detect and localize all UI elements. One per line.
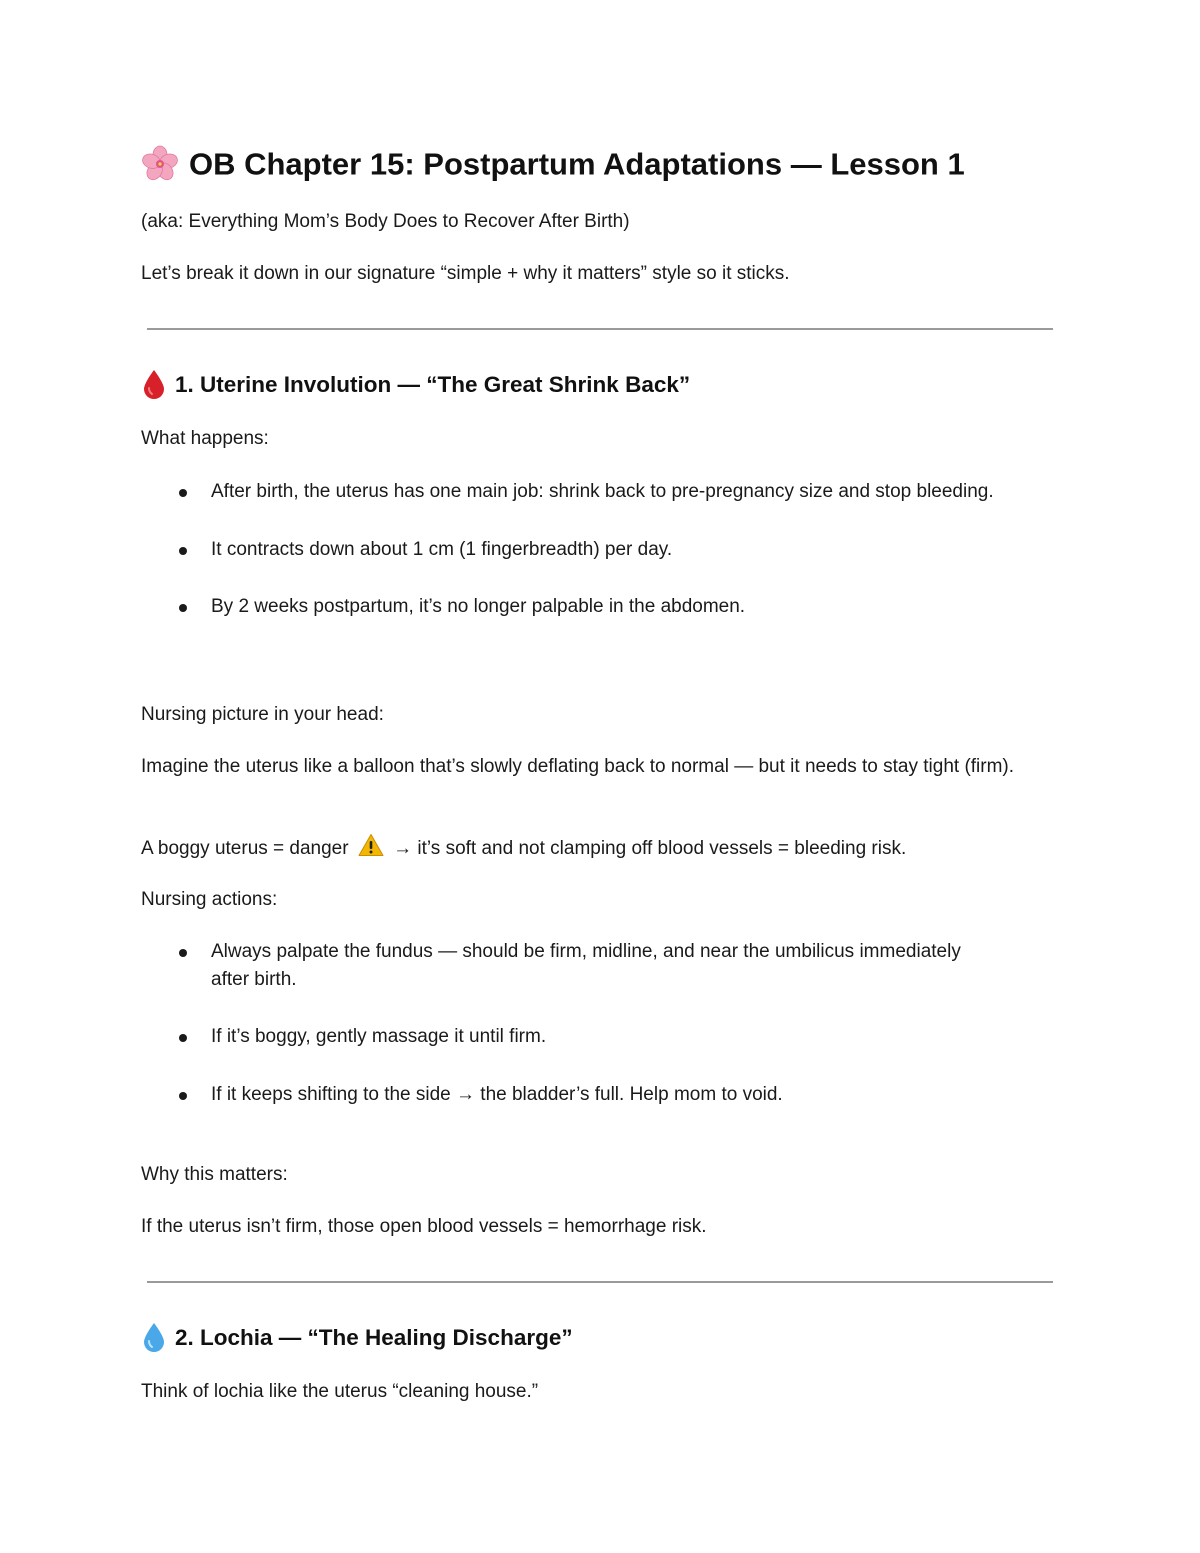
aka-line: (aka: Everything Mom’s Body Does to Recover After Birth) xyxy=(141,211,630,232)
boggy-text-before: A boggy uterus = danger xyxy=(141,838,349,859)
list-item xyxy=(141,478,1041,506)
what-happens-label: What happens: xyxy=(141,428,269,449)
actions-label: Nursing actions: xyxy=(141,889,278,910)
list-item-text: It contracts down about 1 cm (1 fingerbreadth) per day. xyxy=(211,539,673,560)
why-label: Why this matters: xyxy=(141,1164,288,1185)
bullet-icon xyxy=(179,949,187,957)
section-heading-uterine-involution xyxy=(141,368,690,405)
bullet-icon xyxy=(179,604,187,612)
nursing-actions-list xyxy=(141,938,1041,1109)
section-heading-lochia xyxy=(141,1321,573,1358)
list-item xyxy=(141,1081,1041,1109)
list-item-text: By 2 weeks postpartum, it’s no longer palpable in the abdomen. xyxy=(211,596,746,617)
style-note: Let’s break it down in our signature “simple + why it matters” style so it sticks. xyxy=(141,263,790,284)
picture-label: Nursing picture in your head: xyxy=(141,704,384,725)
list-item-text: If it’s boggy, gently massage it until firm. xyxy=(211,1026,547,1047)
divider xyxy=(147,328,1053,330)
lochia-intro: Think of lochia like the uterus “cleaning house.” xyxy=(141,1381,539,1402)
cherry-blossom-icon xyxy=(141,145,179,188)
list-item-text: If it keeps shifting to the side → the bladder’s full. Help mom to void. xyxy=(211,1084,783,1105)
divider xyxy=(147,1281,1053,1283)
list-item xyxy=(141,938,1041,994)
picture-text: Imagine the uterus like a balloon that’s slowly deflating back to normal — but it needs to stay tight (firm). xyxy=(141,756,1015,777)
why-text: If the uterus isn’t firm, those open blood vessels = hemorrhage risk. xyxy=(141,1216,707,1237)
list-item xyxy=(141,536,1041,564)
bullet-icon xyxy=(179,1034,187,1042)
bullet-icon xyxy=(179,547,187,555)
section1-heading-text: 1. Uterine Involution — “The Great Shrink Back” xyxy=(175,372,691,398)
warning-icon xyxy=(358,833,384,866)
boggy-uterus-line xyxy=(141,833,906,866)
section2-heading-text: 2. Lochia — “The Healing Discharge” xyxy=(175,1325,573,1351)
what-happens-list xyxy=(141,478,1041,621)
list-item-text: After birth, the uterus has one main job: shrink back to pre-pregnancy size and stop bleeding. xyxy=(211,481,994,502)
bullet-icon xyxy=(179,1092,187,1100)
boggy-text-after: → it’s soft and not clamping off blood vessels = bleeding risk. xyxy=(393,838,907,859)
list-item xyxy=(141,593,1041,621)
list-item-text: Always palpate the fundus — should be firm, midline, and near the umbilicus immediately after birth. xyxy=(211,941,961,990)
title-text: OB Chapter 15: Postpartum Adaptations — Lesson 1 xyxy=(189,146,965,182)
document-title xyxy=(141,145,965,188)
bullet-icon xyxy=(179,489,187,497)
water-droplet-icon xyxy=(141,1321,167,1358)
blood-drop-icon xyxy=(141,368,167,405)
list-item xyxy=(141,1023,1041,1051)
